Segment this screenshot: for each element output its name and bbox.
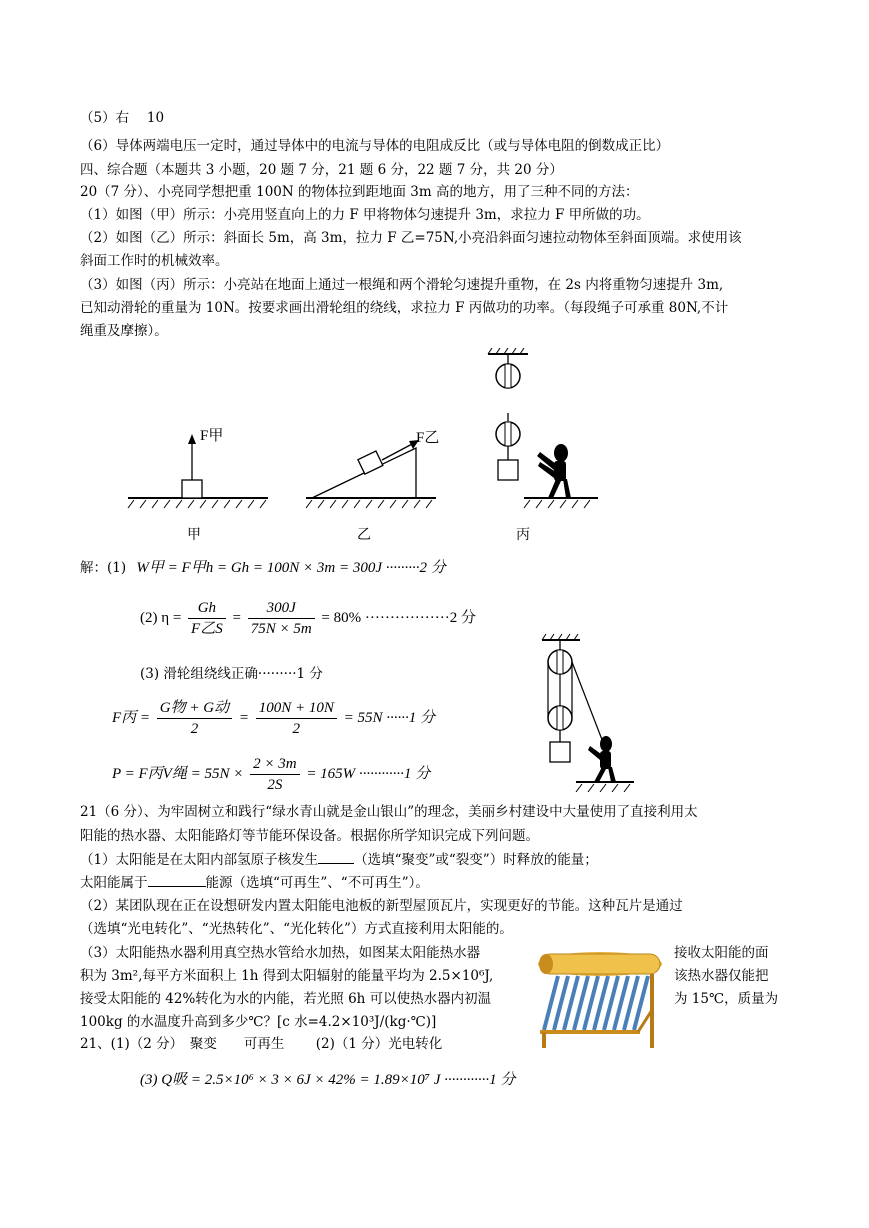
s2-den2: 75N × 5m: [250, 621, 312, 637]
s5-frac: [250, 754, 299, 795]
solution-intro: [80, 558, 446, 578]
figure-bing: [488, 348, 598, 508]
solar-water-heater-image: [534, 950, 666, 1050]
solution-step-6: (3) Q吸 = 2.5×10⁶ × 3 × 6J × 42% = 1.89×10⁷ J ············1 分: [140, 1072, 516, 1088]
figure-yi: [306, 440, 436, 508]
question-20: 20（7 分）、小亮同学想把重 100N 的物体拉到距地面 3m 高的地方，用了三种不同的方法：: [80, 184, 639, 200]
solution-intro-text: 解：(1): [80, 560, 127, 576]
question-21-3b: 积为 3m²,每平方米面积上 1h 得到太阳辐射的能量平均为 2.5×10⁶J,: [80, 968, 494, 984]
question-21-3d: 100kg 的水温度升高到多少℃？[c 水=4.2×10³J/(kg·℃)]: [80, 1014, 437, 1030]
question-20-3c: 绳重及摩擦）。: [80, 323, 168, 339]
answer-6: （6）导体两端电压一定时，通过导体中的电流与导体的电阻成反比（或与导体电阻的倒数成正比）: [80, 138, 670, 154]
s5-num: 2 × 3m: [250, 754, 299, 775]
q21-1a-pre: （1）太阳能是在太阳内部氢原子核发生: [80, 852, 319, 868]
question-21-3c: 接受太阳能的 42%转化为水的内能，若光照 6h 可以使热水器内初温: [80, 991, 492, 1007]
s4-num1: G物 + G动: [157, 698, 232, 719]
s2-num1: Gh: [188, 598, 226, 619]
q21-1a-post: （选填“聚变”或“裂变”）时释放的能量；: [354, 852, 598, 868]
blank-renewable[interactable]: [148, 874, 206, 887]
q21-1b-post: 能源（选填“可再生”、“不可再生”）。: [205, 875, 429, 891]
figure-jia: [128, 434, 268, 508]
label-jia: 甲: [187, 527, 201, 543]
solution-step-3: (3) 滑轮组绕线正确·········1 分: [140, 666, 323, 682]
s2-post: = 80% ·················2 分: [321, 609, 477, 626]
blank-fusion[interactable]: [318, 851, 354, 864]
label-yi: 乙: [357, 527, 371, 543]
s2-frac-1: [188, 598, 226, 639]
question-21-1b: [80, 873, 429, 893]
s5-lhs: P = F丙V绳 = 55N ×: [112, 765, 244, 782]
s4-post: = 55N ······1 分: [343, 709, 435, 726]
s4-den2: 2: [292, 721, 301, 737]
solution-step-1: W甲 = F甲h = Gh = 100N × 3m = 300J ·········2 分: [136, 560, 446, 576]
f-yi-label: F乙: [416, 430, 440, 446]
s5-den: 2S: [267, 777, 283, 793]
s2-frac-2: [248, 598, 315, 639]
section-4-heading: 四、综合题（本题共 3 小题，20 题 7 分，21 题 6 分，22 题 7 分，共 20 分）: [80, 162, 563, 178]
question-21-3a: （3）太阳能热水器利用真空热水管给水加热，如图某太阳能热水器: [80, 945, 481, 961]
q21-1b-pre: 太阳能属于: [80, 875, 148, 891]
question-20-2a: （2）如图（乙）所示：斜面长 5m，高 3m，拉力 F 乙=75N,小亮沿斜面匀速拉动物体至斜面顶端。求使用该: [80, 230, 742, 246]
s2-den1: F乙S: [191, 621, 223, 637]
question-20-3b: 已知动滑轮的重量为 10N。按要求画出滑轮组的绕线，求拉力 F 丙做功的功率。（每段绳子可承重 80N,不计: [80, 300, 729, 316]
question-21-3b-right: 该热水器仅能把: [674, 968, 769, 984]
pulley-solution-figure: [536, 632, 636, 792]
question-21-3a-right: 接收太阳能的面: [674, 945, 769, 961]
s2-pre: (2) η =: [140, 609, 182, 626]
question-21-2a: （2）某团队现在正在设想研发内置太阳能电池板的新型屋顶瓦片，实现更好的节能。这种瓦片是通过: [80, 898, 683, 914]
question-20-1: （1）如图（甲）所示：小亮用竖直向上的力 F 甲将物体匀速提升 3m，求拉力 F 甲所做的功。: [80, 207, 650, 223]
s2-num2: 300J: [248, 598, 315, 619]
s4-den1: 2: [190, 721, 199, 737]
solution-step-4: F丙 = $\frac{\text{G物 + G动}}{2}$ = $\frac{100N + 10N}{2}$ = 55N ······1 分: [112, 700, 435, 737]
f-jia-label: F甲: [200, 428, 224, 444]
s5-post: = 165W ············1 分: [306, 765, 431, 782]
answer-21: 21、(1)（2 分） 聚变 可再生 (2)（1 分）光电转化: [80, 1036, 443, 1052]
solution-step-2: (2) η = $\frac{Gh}{\text{F乙S}}$ = $\frac{300J}{75N \times 5m}$ = 80% ·················2 分: [140, 600, 477, 637]
question-20-3a: （3）如图（丙）所示：小亮站在地面上通过一根绳和两个滑轮匀速提升重物，在 2s 内将重物匀速提升 3m,: [80, 277, 724, 293]
label-bing: 丙: [516, 527, 530, 543]
answer-5: （5）右 10: [80, 110, 165, 126]
s4-frac-1: [157, 698, 232, 739]
question-21b: 阳能的热水器、太阳能路灯等节能环保设备。根据你所学知识完成下列问题。: [80, 828, 539, 844]
question-21: 21（6 分）、为牢固树立和践行“绿水青山就是金山银山”的理念，美丽乡村建设中大量使用了直接利用太: [80, 804, 698, 820]
solution-step-5: [112, 754, 430, 795]
q20-figures: [120, 348, 600, 518]
question-20-2b: 斜面工作时的机械效率。: [80, 253, 229, 269]
question-21-3c-right: 为 15℃，质量为: [674, 991, 779, 1007]
s4-frac-2: [256, 698, 337, 739]
s4-num2: 100N + 10N: [256, 698, 337, 719]
question-21-1a: [80, 850, 598, 870]
s4-lhs: F丙 =: [112, 709, 151, 726]
question-21-2b: （选填“光电转化”、“光热转化”、“光化转化”）方式直接利用太阳能的。: [80, 921, 513, 937]
